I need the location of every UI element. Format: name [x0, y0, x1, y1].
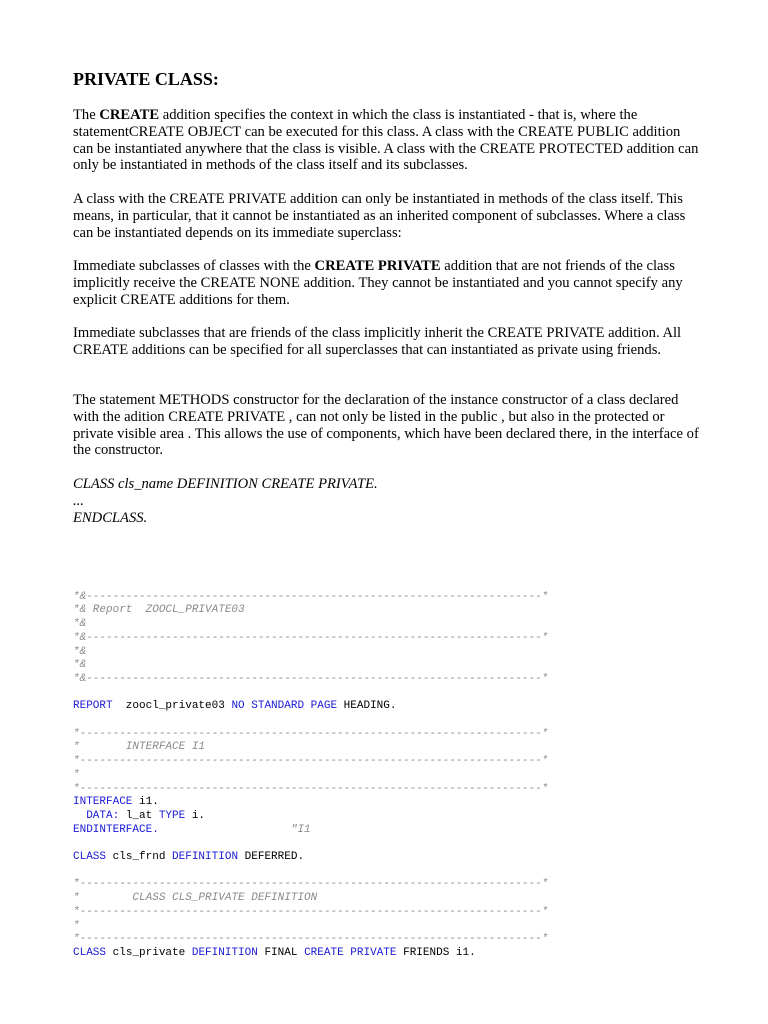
code-text: i.	[185, 809, 206, 822]
code-text: HEADING.	[337, 700, 397, 713]
code-keyword: DATA:	[73, 809, 120, 822]
code-keyword: TYPE	[158, 809, 186, 822]
code-comment: *----------------------------------------------------------------------*	[73, 727, 549, 740]
code-text: DEFERRED.	[238, 851, 305, 864]
code-comment: *----------------------------------------------------------------------*	[73, 905, 549, 918]
paragraph-text: addition that are not friends of the class implicitly receive the CREATE NONE addition. They cannot be instantiated and you cannot specify any explicit CREATE additions for them.	[73, 258, 683, 308]
code-text: i1.	[132, 796, 159, 809]
syntax-block	[73, 476, 703, 526]
code-comment: *&---------------------------------------------------------------------*	[73, 631, 549, 644]
code-comment: *&---------------------------------------------------------------------*	[73, 590, 549, 603]
paragraph-text: addition specifies the context in which the class is instantiated - that is, where the statementCREATE OBJECT can be executed for this class. A class with the CREATE PUBLIC addition can be instantiated anywhere that the class is visible. A class with the CREATE PROTECTED addition can only be instantiated in methods of the class itself and its subclasses.	[73, 107, 699, 174]
code-keyword: REPORT	[73, 700, 113, 713]
code-comment: * INTERFACE I1	[73, 741, 206, 754]
code-comment: *&	[73, 645, 87, 658]
code-text: FINAL	[257, 946, 305, 959]
code-text: l_at	[119, 809, 159, 822]
paragraph-friends: Immediate subclasses that are friends of the class implicitly inherit the CREATE PRIVATE addition. All CREATE additions can be specified for all superclasses that can instantiated as private using friends.	[73, 325, 682, 358]
code-text: FRIENDS i1.	[396, 946, 476, 959]
code-comment: *&	[73, 618, 87, 631]
code-text: cls_private	[106, 946, 192, 959]
page-title: PRIVATE CLASS:	[73, 69, 219, 89]
code-comment: *& Report ZOOCL_PRIVATE03	[73, 604, 245, 617]
bold-keyword: CREATE	[99, 107, 160, 123]
code-text: zoocl_private03	[112, 700, 232, 713]
code-keyword: ENDINTERFACE.	[73, 823, 159, 836]
code-keyword: CLASS	[73, 851, 107, 864]
paragraph-text: The	[73, 107, 100, 123]
code-comment: * CLASS CLS_PRIVATE DEFINITION	[73, 892, 318, 905]
code-comment: *----------------------------------------------------------------------*	[73, 878, 549, 891]
code-comment: *----------------------------------------------------------------------*	[73, 933, 549, 946]
paragraph-create-private: A class with the CREATE PRIVATE addition can only be instantiated in methods of the class itself. This means, in particular, that it cannot be instantiated as an inherited component of subclasses. Where a class can be instantiated depends on its immediate superclass:	[73, 191, 686, 241]
code-keyword: CLASS	[73, 946, 107, 959]
code-keyword: DEFINITION	[191, 946, 258, 959]
code-keyword: DEFINITION	[172, 851, 239, 864]
paragraph-text: Immediate subclasses of classes with the	[73, 258, 315, 274]
syntax-line: CLASS cls_name DEFINITION CREATE PRIVATE.	[73, 476, 378, 492]
code-comment: *----------------------------------------------------------------------*	[73, 782, 549, 795]
code-comment: *----------------------------------------------------------------------*	[73, 755, 549, 768]
code-comment: *	[73, 919, 80, 932]
paragraph-constructor: The statement METHODS constructor for the declaration of the instance constructor of a class declared with the adition CREATE PRIVATE , can not only be listed in the public , but also in the protected or private visible area . This allows the use of components, which have been declared there, in the interface of the constructor.	[73, 392, 699, 459]
code-text: cls_frnd	[106, 851, 173, 864]
code-comment: *	[73, 768, 80, 781]
abap-code-block	[73, 577, 713, 961]
code-keyword: NO STANDARD PAGE	[231, 700, 338, 713]
paragraph-immediate-subclasses	[73, 258, 703, 308]
code-comment: "I1	[158, 823, 311, 836]
syntax-line: ...	[73, 492, 84, 509]
code-keyword: INTERFACE	[73, 796, 133, 809]
paragraph-create-addition	[73, 107, 703, 174]
bold-keyword: CREATE PRIVATE	[314, 258, 441, 274]
code-comment: *&	[73, 659, 87, 672]
syntax-line: ENDCLASS.	[73, 509, 148, 526]
code-comment: *&---------------------------------------------------------------------*	[73, 672, 549, 685]
code-keyword: CREATE PRIVATE	[304, 946, 397, 959]
